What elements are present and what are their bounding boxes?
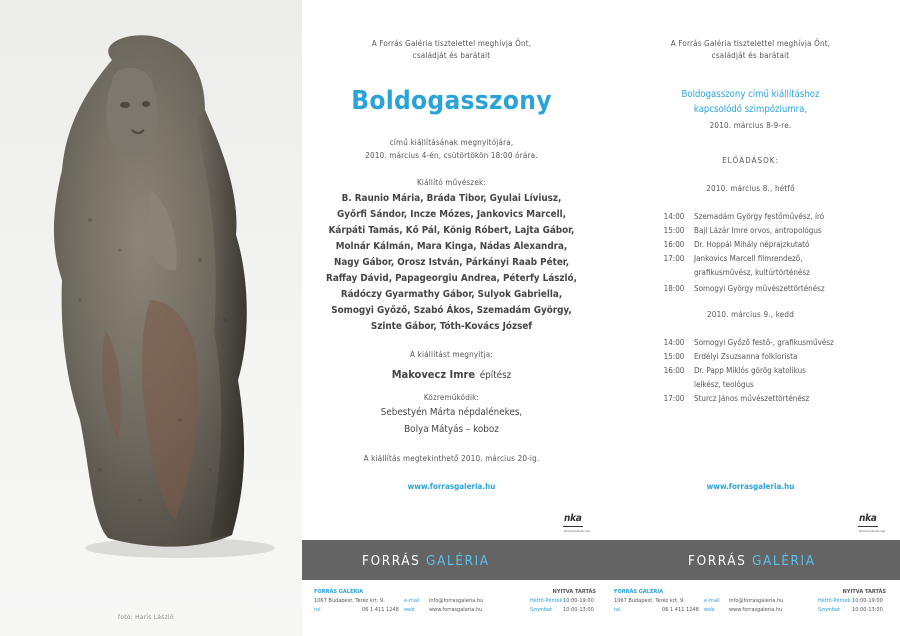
footer-hours-title: NYITVA TARTÁS	[842, 589, 886, 595]
schedule-speaker-cont: lelkész, teológus	[694, 380, 754, 389]
brand-part2: GALÉRIA	[425, 553, 490, 569]
footer-tel: 06 1 411 1248	[362, 607, 399, 613]
brand-logo	[688, 553, 816, 569]
footer-saturday-label: Szombat	[530, 607, 553, 613]
schedule-speaker: Bajl Lázár Imre orvos, antropológus	[694, 226, 822, 235]
footer-gallery-name: FORRÁS GALÉRIA	[314, 589, 364, 595]
schedule-speaker: Somogyi Győző festő-, grafikusművész	[694, 338, 834, 347]
footer-tel-label: tel.	[314, 607, 323, 613]
footer-web[interactable]: www.forrasgaleria.hu	[429, 607, 483, 613]
schedule-speaker: Dr. Hoppál Mihály néprajzkutató	[694, 240, 810, 249]
invitation-intro-line1: A Forrás Galéria tisztelettel meghívja Önt,	[371, 39, 532, 48]
symposium-intro-line2: családját és barátait	[711, 51, 790, 60]
brand-part2: GALÉRIA	[751, 553, 816, 569]
brand-logo	[362, 553, 490, 569]
nka-logo-subtitle: Nemzeti Kulturális Alap	[859, 530, 886, 533]
artists-line: Győrfi Sándor, Incze Mózes, Jankovics Marcell,	[337, 209, 566, 220]
footer-web-label: web	[704, 607, 715, 613]
schedule-time: 14:00	[663, 338, 685, 347]
website-link[interactable]: www.forrasgaleria.hu	[706, 482, 795, 491]
footer-hours-title: NYITVA TARTÁS	[552, 589, 596, 595]
footer-contact-block	[404, 588, 483, 615]
performer-2: Bolya Mátyás – koboz	[404, 424, 499, 435]
schedule-speaker: Sturcz János művészettörténész	[694, 394, 810, 403]
symposium-dates: 2010. március 8-9-re.	[709, 121, 792, 130]
statue-figure	[0, 0, 302, 636]
footer-saturday-label: Szombat	[818, 607, 841, 613]
performer-1: Sebestyén Márta népdalénekes,	[380, 407, 523, 418]
invitation-sub-line1: című kiállításának megnyitójára,	[389, 138, 514, 147]
artists-line: Molnár Kálmán, Mara Kinga, Nádas Alexandra,	[335, 241, 568, 252]
schedule-time: 15:00	[663, 352, 685, 361]
artists-line: Nagy Gábor, Orosz István, Párkányi Raab Péter,	[333, 257, 570, 268]
schedule-time: 14:00	[663, 212, 685, 221]
footer-email[interactable]: info@forrasgaleria.hu	[429, 598, 484, 604]
artists-line: Raffay Dávid, Papageorgiu Andrea, Péterfy László,	[326, 273, 577, 284]
footer-saturday-hours: 10:00-13:00	[563, 607, 594, 613]
invitation-intro-line2: családját és barátait	[412, 51, 491, 60]
schedule-time: 17:00	[663, 254, 685, 263]
opener-label: A kiállítást megnyitja:	[410, 350, 493, 359]
footer-weekdays-label: Hétfő-Péntek	[530, 598, 563, 604]
schedule-speaker-cont: grafikusművész, kultúrtörténész	[694, 268, 810, 277]
schedule-speaker: Dr. Papp Miklós görög katolikus	[694, 366, 806, 375]
artists-line: Somogyi Győző, Szabó Ákos, Szemadám György,	[331, 305, 572, 316]
footer-email-label: e-mail	[404, 598, 420, 604]
symposium-intro-line1: A Forrás Galéria tisztelettel meghívja Önt,	[670, 39, 831, 48]
website-link[interactable]: www.forrasgaleria.hu	[407, 482, 496, 491]
day2-label: 2010. március 9., kedd	[707, 310, 794, 319]
artists-line: Rádóczy Gyarmathy Gábor, Sulyok Gabriella,	[340, 289, 563, 300]
artists-label: Kiállító művészek:	[416, 178, 487, 187]
schedule-time: 17:00	[663, 394, 685, 403]
artists-line: Szinte Gábor, Tóth-Kovács József	[370, 321, 533, 332]
footer-address: 1067 Budapest, Teréz krt. 9.	[614, 598, 685, 604]
opener-role: építész	[479, 370, 512, 381]
footer-hours-block	[530, 588, 596, 615]
symposium-title-line2: kapcsolódó szimpóziumra,	[693, 104, 808, 115]
opener-name: Makovecz Imre	[391, 368, 476, 381]
photo-credit: fotó: Haris László	[118, 613, 174, 621]
footer-address: 1067 Budapest, Teréz krt. 9.	[314, 598, 385, 604]
footer-tel-label: tel.	[614, 607, 623, 613]
invitation-sub-line2: 2010. március 4-én, csütörtökön 18:00 órára.	[365, 151, 538, 160]
nka-logo: nka	[564, 513, 582, 524]
footer-weekdays-label: Hétfő-Péntek	[818, 598, 851, 604]
schedule-time: 15:00	[663, 226, 685, 235]
lectures-label: ELŐADÁSOK:	[722, 156, 779, 165]
schedule-speaker: Somogyi György művészettörténész	[694, 284, 825, 293]
footer-tel: 06 1 411 1248	[662, 607, 699, 613]
opener-line	[302, 363, 601, 382]
schedule-time: 16:00	[663, 366, 685, 375]
footer-email-label: e-mail	[704, 598, 720, 604]
day1-label: 2010. március 8., hétfő	[706, 184, 795, 193]
footer-weekdays-hours: 10:00-19:00	[563, 598, 594, 604]
footer-address-block	[614, 588, 699, 615]
visit-until: A kiállítás megtekinthető 2010. március 20-ig.	[363, 454, 540, 463]
schedule-time: 16:00	[663, 240, 685, 249]
symposium-title-line1: Boldogasszony című kiállításhoz	[681, 89, 820, 100]
nka-logo: nka	[859, 513, 877, 524]
footer-weekdays-hours: 10:00-19:00	[852, 598, 883, 604]
schedule-speaker: Jankovics Marcell filmrendező,	[694, 254, 803, 263]
exhibition-title: Boldogasszony	[351, 86, 552, 116]
statue-photo	[0, 0, 302, 636]
footer-web-label: web	[404, 607, 415, 613]
footer-hours-block	[818, 588, 886, 615]
schedule-time: 18:00	[663, 284, 685, 293]
artists-line: Kárpáti Tamás, Kő Pál, König Róbert, Lajta Gábor,	[328, 225, 575, 236]
footer-web[interactable]: www.forrasgaleria.hu	[729, 607, 783, 613]
brand-band	[302, 540, 900, 580]
schedule-speaker: Erdélyi Zsuzsanna folklorista	[694, 352, 798, 361]
brand-part1: FORRÁS	[362, 553, 421, 569]
footer-saturday-hours: 10:00-13:00	[852, 607, 883, 613]
schedule-speaker: Szemadám György festőművész, író	[694, 212, 825, 221]
footer-gallery-name: FORRÁS GALÉRIA	[614, 589, 664, 595]
footer-email[interactable]: info@forrasgaleria.hu	[729, 598, 784, 604]
footer-address-block	[314, 588, 399, 615]
nka-logo-subtitle: Nemzeti Kulturális Alap	[564, 530, 591, 533]
artists-line: B. Raunio Mária, Bráda Tibor, Gyulai Líviusz,	[341, 193, 562, 204]
performers-label: Közreműködik:	[423, 393, 480, 402]
brand-part1: FORRÁS	[688, 553, 747, 569]
footer-contact-block	[704, 588, 783, 615]
